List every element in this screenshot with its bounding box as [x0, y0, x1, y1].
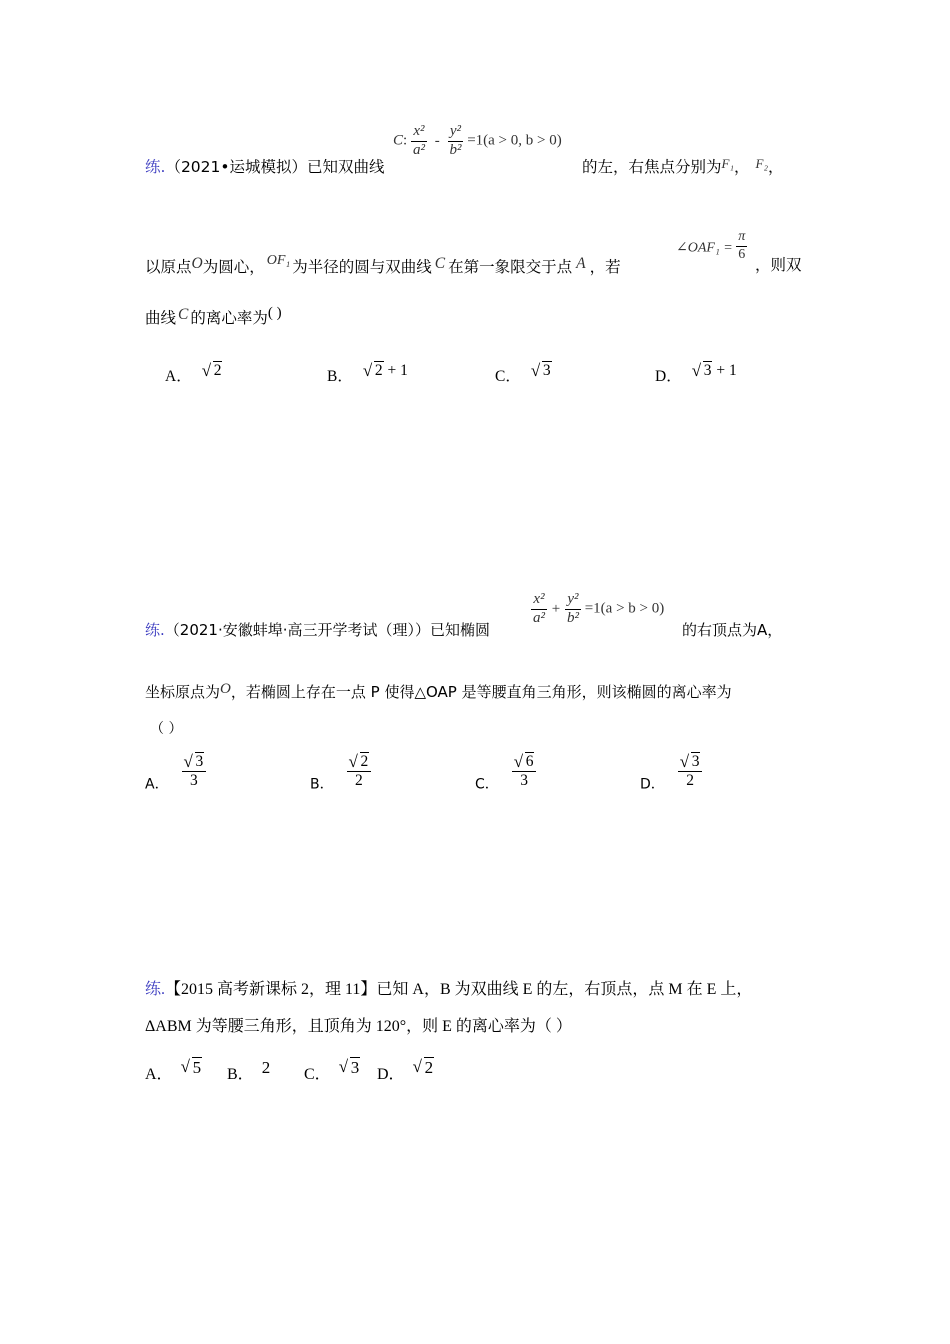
- q1-o: O: [191, 255, 203, 272]
- q1-angle-condition: ∠OAF₁ = $\frac{\pi}{6}$: [676, 229, 746, 262]
- q2-prefix: 练.: [145, 621, 165, 639]
- q1-hyperbola-equation: [393, 124, 562, 159]
- q3-option-d[interactable]: D． √ 2: [377, 1057, 434, 1083]
- q2-line-1: [145, 619, 490, 640]
- q2-ellipse-equation: $\frac{\text{x²}}{\text{a²}}$ + $\frac{\text{y²}}{\text{b²}}$ =1(a > b > 0): [533, 591, 665, 626]
- q1-eq-frac-x: $\frac{\text{x²}}{\text{a²}}$: [412, 123, 425, 158]
- q1-eq-rhs: =1(a > 0, b > 0): [467, 132, 562, 149]
- q1-line-2: 以原点O为圆心， OF₁ 为半径的圆与双曲线 C 在第一象限交于点 A ，若: [145, 253, 621, 276]
- q1-f1: F₁: [721, 156, 734, 171]
- q1-line-1-tail: [582, 155, 783, 177]
- q1-prefix: 练.: [145, 158, 166, 176]
- q1-source: （2021•运城模拟）已知双曲线: [165, 158, 385, 176]
- q1-f2: F₂: [755, 156, 768, 171]
- q2-o: O: [220, 681, 231, 697]
- q1-eq-frac-y: $\frac{\text{y²}}{\text{b²}}$: [449, 123, 462, 158]
- q1-line-1: [145, 155, 385, 177]
- q3-line-2-text: ΔABM 为等腰三角形，且顶角为 120°，则 E 的离心率为（ ）: [145, 1018, 572, 1035]
- q1-option-a[interactable]: A． √ 2: [165, 361, 222, 385]
- sqrt-symbol: √ 2: [412, 1057, 434, 1077]
- q2-option-c[interactable]: C． √ 6 3: [475, 754, 536, 793]
- q1-eq-colon: :: [403, 132, 408, 149]
- sqrt-symbol: √ 3: [691, 361, 712, 380]
- sqrt-symbol: √ 3: [530, 361, 551, 380]
- q3-line-2: [145, 1013, 572, 1036]
- q1-c: C: [434, 255, 446, 272]
- q3-prefix: 练.: [145, 981, 166, 998]
- q1-sep2: ，: [767, 158, 784, 176]
- sqrt-symbol: √ 6: [513, 752, 534, 771]
- q2-option-b[interactable]: B． √ 2 2: [310, 754, 371, 793]
- q3-option-c[interactable]: C． √ 3: [304, 1057, 360, 1083]
- q3-option-b[interactable]: B． 2: [227, 1058, 271, 1083]
- q2-line-2: 坐标原点为O，若椭圆上存在一点 P 使得△OAP 是等腰直角三角形，则该椭圆的离心率为: [145, 681, 732, 701]
- q2-source: （2021·安徽蚌埠·高三开学考试（理））已知椭圆: [164, 621, 490, 639]
- q2-answer-paren: （ ）: [150, 721, 183, 737]
- q1-a: A: [576, 255, 586, 272]
- sqrt-symbol: √ 3: [183, 752, 204, 771]
- q1-line3-c: C: [178, 306, 189, 323]
- q1-option-d[interactable]: D． √ 3 + 1: [655, 361, 737, 385]
- q3-option-a[interactable]: A． √ 5: [145, 1057, 202, 1083]
- sqrt-symbol: √ 2: [348, 752, 369, 771]
- q1-option-b[interactable]: B． √ 2 + 1: [327, 361, 408, 385]
- sqrt-symbol: √ 3: [679, 752, 700, 771]
- q1-eq-minus: -: [434, 132, 440, 149]
- sqrt-symbol: √ 2: [362, 361, 383, 380]
- q1-sep1: ，: [733, 158, 750, 176]
- sqrt-symbol: √ 2: [201, 361, 222, 380]
- q1-tail-text: 的左，右焦点分别为: [582, 158, 722, 176]
- q2-option-a[interactable]: A． √ 3 3: [145, 754, 206, 793]
- q3-line-1: [145, 976, 752, 999]
- q1-eq-c: C: [393, 132, 404, 149]
- sqrt-symbol: √ 5: [180, 1057, 202, 1077]
- q1-of1: OF₁: [266, 253, 291, 268]
- q1-option-c[interactable]: C． √ 3: [495, 361, 551, 385]
- q1-answer-paren: ( ): [267, 305, 282, 321]
- q1-line-2-tail: ，则双: [755, 256, 802, 274]
- q1-line-3: 曲线 C 的离心率为( ): [145, 305, 282, 327]
- q2-line-1-tail: 的右顶点为A，: [682, 621, 783, 639]
- q2-option-d[interactable]: D． √ 3 2: [640, 754, 702, 793]
- sqrt-symbol: √ 3: [338, 1057, 360, 1077]
- q3-line-1-text: 【2015 高考新课标 2，理 11】已知 A，B 为双曲线 E 的左，右顶点，点 M 在 E 上，: [165, 981, 753, 998]
